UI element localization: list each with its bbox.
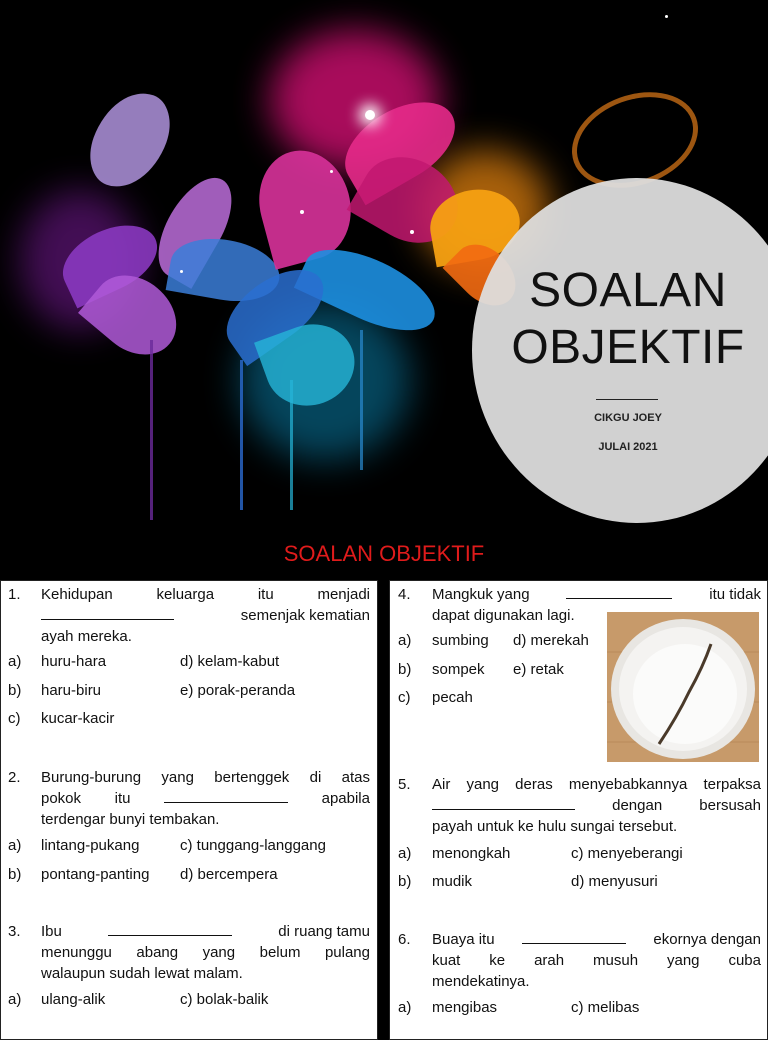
butterfly-wing xyxy=(80,81,180,199)
question-text-word: Buaya itu xyxy=(432,931,495,948)
question-text-word: bersusah xyxy=(699,797,761,814)
question-text-word: itu tidak xyxy=(709,586,761,603)
question-text-word: ekornya dengan xyxy=(653,931,761,948)
question-text-line: mendekatinya. xyxy=(432,973,530,990)
answer-blank xyxy=(522,929,626,944)
question-text-word: apabila xyxy=(321,790,370,807)
option-c[interactable]: c) bolak-balik xyxy=(180,991,269,1008)
stem xyxy=(240,360,243,510)
option-label: b) xyxy=(8,682,22,699)
option-e[interactable]: e) retak xyxy=(513,661,564,678)
question-text-word: itu xyxy=(114,790,131,807)
question-text-word: pokok xyxy=(41,790,82,807)
question-text-line: Air yang deras menyebabkannya terpaksa xyxy=(432,776,761,793)
option-b[interactable]: pontang-panting xyxy=(41,866,150,883)
option-a[interactable]: huru-hara xyxy=(41,653,107,670)
answer-blank xyxy=(41,605,174,620)
option-a[interactable]: mengibas xyxy=(432,999,498,1016)
sparkle xyxy=(330,170,333,173)
cracked-bowl-image xyxy=(607,612,759,762)
option-a[interactable]: ulang-alik xyxy=(41,991,106,1008)
option-d[interactable]: d) bercempera xyxy=(180,866,278,883)
question-number: 4. xyxy=(398,586,411,603)
question-text-line: payah untuk ke hulu sungai tersebut. xyxy=(432,818,678,835)
sparkle xyxy=(410,230,414,234)
option-c[interactable]: kucar-kacir xyxy=(41,710,115,727)
option-a[interactable]: sumbing xyxy=(432,632,489,649)
option-a[interactable]: lintang-pukang xyxy=(41,837,140,854)
option-a[interactable]: menongkah xyxy=(432,845,511,862)
question-text-line: Kehidupan keluarga itu menjadi xyxy=(41,586,370,603)
option-b[interactable]: sompek xyxy=(432,661,485,678)
option-label: b) xyxy=(8,866,22,883)
cover-title xyxy=(500,262,756,376)
question-text-word: Ibu xyxy=(41,923,62,940)
answer-blank xyxy=(108,921,232,936)
option-c[interactable]: c) melibas xyxy=(571,999,640,1016)
option-label: c) xyxy=(8,710,21,727)
option-c[interactable]: pecah xyxy=(432,689,473,706)
bowl-illustration xyxy=(607,612,759,762)
question-text-word: dengan xyxy=(612,797,663,814)
option-label: b) xyxy=(398,873,412,890)
question-text-line: menunggu abang yang belum pulang xyxy=(41,944,370,961)
option-label: a) xyxy=(8,991,22,1008)
answer-blank xyxy=(566,584,672,599)
sparkle xyxy=(180,270,183,273)
sparkle xyxy=(365,110,375,120)
cover-title-line1: SOALAN xyxy=(529,264,727,317)
question-number: 6. xyxy=(398,931,411,948)
option-e[interactable]: e) porak-peranda xyxy=(180,682,296,699)
question-number: 3. xyxy=(8,923,21,940)
answer-blank xyxy=(164,788,288,803)
option-b[interactable]: mudik xyxy=(432,873,473,890)
option-label: a) xyxy=(8,837,22,854)
question-text-line: kuat ke arah musuh yang cuba xyxy=(432,952,761,969)
option-label: b) xyxy=(398,661,412,678)
option-label: a) xyxy=(398,845,412,862)
option-label: a) xyxy=(398,999,412,1016)
cover-author: CIKGU JOEY xyxy=(594,412,662,424)
stem xyxy=(290,380,293,510)
stem xyxy=(150,340,153,520)
question-text-word: di ruang tamu xyxy=(278,923,370,940)
sparkle xyxy=(300,210,304,214)
question-text-line: Burung-burung yang bertenggek di atas xyxy=(41,769,370,786)
section-banner xyxy=(0,535,768,573)
question-number: 5. xyxy=(398,776,411,793)
option-d[interactable]: d) kelam-kabut xyxy=(180,653,280,670)
option-label: c) xyxy=(398,689,411,706)
cover-title-line2: OBJEKTIF xyxy=(511,321,745,374)
question-text-line: ayah mereka. xyxy=(41,628,132,645)
question-text-word: Mangkuk yang xyxy=(432,586,530,603)
cover-divider xyxy=(596,399,658,400)
answer-blank xyxy=(432,795,575,810)
option-label: a) xyxy=(8,653,22,670)
question-text-line: terdengar bunyi tembakan. xyxy=(41,811,220,828)
question-text-line: semenjak kematian xyxy=(240,607,370,624)
section-title: SOALAN OBJEKTIF xyxy=(283,541,485,566)
question-text-line: walaupun sudah lewat malam. xyxy=(41,965,243,982)
question-number: 1. xyxy=(8,586,21,603)
question-number: 2. xyxy=(8,769,21,786)
sparkle xyxy=(665,15,668,18)
stem xyxy=(360,330,363,470)
option-c[interactable]: c) menyeberangi xyxy=(571,845,683,862)
question-text-line: dapat digunakan lagi. xyxy=(432,607,575,624)
option-c[interactable]: c) tunggang-langgang xyxy=(180,837,326,854)
cover-date: JULAI 2021 xyxy=(598,441,658,453)
option-d[interactable]: d) merekah xyxy=(513,632,589,649)
option-label: a) xyxy=(398,632,412,649)
option-d[interactable]: d) menyusuri xyxy=(571,873,658,890)
option-b[interactable]: haru-biru xyxy=(41,682,102,699)
